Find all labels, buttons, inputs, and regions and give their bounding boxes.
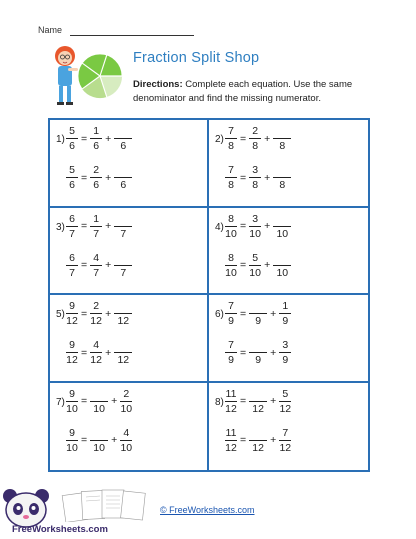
problem-cell xyxy=(50,295,209,383)
plus-sign: + xyxy=(105,132,112,145)
fraction xyxy=(249,125,261,152)
fraction xyxy=(90,213,102,240)
name-line[interactable] xyxy=(70,35,194,36)
fraction xyxy=(279,300,291,327)
fraction xyxy=(66,427,78,454)
equals-sign: = xyxy=(81,132,88,145)
plus-sign: + xyxy=(264,171,271,184)
fraction-bar xyxy=(249,401,267,402)
denominator: 10 xyxy=(66,402,78,415)
denominator: 6 xyxy=(120,140,127,152)
numerator: 2 xyxy=(252,125,259,137)
equation xyxy=(225,300,291,327)
fraction-bar xyxy=(225,138,237,139)
fraction xyxy=(114,300,132,327)
denominator: 12 xyxy=(117,315,130,327)
fraction-bar xyxy=(90,226,102,227)
numerator: 7 xyxy=(228,300,234,312)
denominator: 9 xyxy=(282,315,289,327)
numerator: 7 xyxy=(228,339,234,351)
name-label: Name xyxy=(38,25,63,35)
equation xyxy=(225,388,291,415)
fraction-bar xyxy=(249,352,267,353)
denominator: 7 xyxy=(93,266,100,279)
denominator: 6 xyxy=(93,179,100,191)
equals-sign: = xyxy=(81,259,88,271)
fraction-bar xyxy=(249,440,267,441)
numerator: 9 xyxy=(69,300,75,312)
plus-sign: + xyxy=(111,434,118,446)
problem-number: 6) xyxy=(215,309,224,320)
directions xyxy=(133,78,373,105)
problem-grid xyxy=(48,118,370,472)
denominator: 8 xyxy=(279,140,286,152)
numerator: 9 xyxy=(69,339,75,351)
fraction-bar xyxy=(279,352,291,353)
equation xyxy=(225,427,291,454)
plus-sign: + xyxy=(264,132,271,145)
numerator: 3 xyxy=(252,212,259,225)
denominator: 10 xyxy=(249,266,261,279)
plus-sign: + xyxy=(270,307,277,320)
denominator: 12 xyxy=(117,354,130,366)
denominator: 9 xyxy=(255,354,262,366)
numerator: 7 xyxy=(228,164,234,176)
denominator: 8 xyxy=(252,179,259,191)
denominator: 10 xyxy=(66,441,78,454)
equals-sign: = xyxy=(240,132,247,145)
numerator: 9 xyxy=(69,387,75,400)
equation xyxy=(225,213,291,240)
equals-sign: = xyxy=(81,346,88,359)
fraction-bar xyxy=(225,265,237,266)
fraction xyxy=(249,213,261,240)
denominator: 10 xyxy=(120,441,133,454)
fraction-bar xyxy=(90,352,102,353)
fraction-pie-icon xyxy=(76,52,124,100)
problem-cell xyxy=(209,383,368,471)
denominator: 12 xyxy=(225,402,237,415)
numerator: 6 xyxy=(69,212,75,225)
equals-sign: = xyxy=(81,220,88,232)
problem-cell xyxy=(209,120,368,208)
plus-sign: + xyxy=(270,346,277,359)
worksheet-stack-icon xyxy=(60,488,152,522)
problem-number: 4) xyxy=(215,221,224,233)
equation xyxy=(66,427,132,454)
numerator: 7 xyxy=(228,125,234,137)
fraction xyxy=(90,125,102,152)
denominator: 6 xyxy=(69,179,75,191)
fraction-bar xyxy=(120,440,132,441)
denominator: 6 xyxy=(120,179,127,191)
directions-text: Complete each equation. Use the same denominator and find the missing numerator. xyxy=(133,79,353,104)
equals-sign: = xyxy=(240,346,247,359)
equals-sign: = xyxy=(81,307,88,320)
fraction-bar xyxy=(249,177,261,178)
numerator: 9 xyxy=(69,426,75,439)
plus-sign: + xyxy=(264,259,271,271)
fraction xyxy=(225,252,237,279)
fraction xyxy=(249,427,267,454)
plus-sign: + xyxy=(270,395,277,407)
equation xyxy=(66,300,132,327)
equation xyxy=(66,164,132,191)
denominator: 10 xyxy=(225,266,237,279)
denominator: 7 xyxy=(120,266,127,279)
equation xyxy=(225,339,291,366)
fraction xyxy=(90,164,102,191)
fraction xyxy=(90,300,102,327)
brand-logo-text: FreeWorksheets.com xyxy=(12,524,108,535)
denominator: 7 xyxy=(69,266,75,279)
problem-number: 7) xyxy=(56,396,65,408)
fraction xyxy=(66,252,78,279)
problem-cell xyxy=(50,383,209,471)
denominator: 7 xyxy=(93,227,100,240)
fraction-bar xyxy=(66,226,78,227)
numerator: 5 xyxy=(282,387,289,400)
denominator: 12 xyxy=(225,441,237,454)
fraction xyxy=(273,164,291,191)
problem-number: 8) xyxy=(215,396,224,408)
equation xyxy=(225,252,291,279)
problem-cell xyxy=(50,208,209,296)
fraction xyxy=(66,213,78,240)
denominator: 8 xyxy=(228,140,234,152)
fraction-bar xyxy=(90,265,102,266)
fraction xyxy=(225,427,237,454)
plus-sign: + xyxy=(105,307,112,320)
fraction-bar xyxy=(225,226,237,227)
numerator: 4 xyxy=(93,339,100,351)
fraction-bar xyxy=(225,401,237,402)
fraction-bar xyxy=(66,352,78,353)
fraction xyxy=(279,427,291,454)
denominator: 8 xyxy=(252,140,259,152)
problem-number: 1) xyxy=(56,134,65,145)
directions-label: Directions: xyxy=(133,79,183,90)
denominator: 10 xyxy=(276,227,289,240)
fraction xyxy=(66,164,78,191)
fraction-bar xyxy=(279,313,291,314)
fraction-bar xyxy=(114,226,132,227)
fraction xyxy=(90,252,102,279)
denominator: 6 xyxy=(69,140,75,152)
fraction xyxy=(273,252,291,279)
denominator: 9 xyxy=(282,354,289,366)
problem-number: 3) xyxy=(56,221,65,233)
equation xyxy=(66,252,132,279)
numerator: 5 xyxy=(69,125,75,137)
fraction xyxy=(114,164,132,191)
fraction xyxy=(225,339,237,366)
denominator: 7 xyxy=(69,227,75,240)
equals-sign: = xyxy=(81,395,88,407)
equals-sign: = xyxy=(240,434,247,446)
plus-sign: + xyxy=(270,434,277,446)
fraction-bar xyxy=(273,226,291,227)
fraction-bar xyxy=(114,138,132,139)
numerator: 2 xyxy=(93,300,100,312)
numerator: 7 xyxy=(282,426,289,439)
denominator: 9 xyxy=(228,354,234,366)
fraction xyxy=(225,125,237,152)
fraction-bar xyxy=(249,226,261,227)
fraction xyxy=(90,388,108,415)
fraction xyxy=(120,388,132,415)
page-title: Fraction Split Shop xyxy=(133,50,260,66)
denominator: 10 xyxy=(249,227,261,240)
numerator: 3 xyxy=(282,339,289,351)
denominator: 10 xyxy=(93,441,105,454)
denominator: 12 xyxy=(90,354,102,366)
fraction-bar xyxy=(249,138,261,139)
equation xyxy=(66,213,132,240)
fraction-bar xyxy=(66,313,78,314)
fraction xyxy=(66,300,78,327)
fraction xyxy=(225,164,237,191)
fraction xyxy=(279,339,291,366)
fraction xyxy=(273,125,291,152)
fraction-bar xyxy=(66,440,78,441)
fraction xyxy=(120,427,132,454)
equals-sign: = xyxy=(240,259,247,271)
problem-number: 5) xyxy=(56,309,65,320)
fraction xyxy=(114,125,132,152)
equals-sign: = xyxy=(240,395,247,407)
fraction-bar xyxy=(90,138,102,139)
numerator: 1 xyxy=(93,125,100,137)
fraction xyxy=(249,164,261,191)
fraction-bar xyxy=(225,352,237,353)
fraction xyxy=(249,388,267,415)
denominator: 8 xyxy=(279,179,286,191)
fraction xyxy=(90,427,108,454)
denominator: 10 xyxy=(276,266,289,279)
fraction-bar xyxy=(225,177,237,178)
plus-sign: + xyxy=(105,220,112,232)
equation xyxy=(225,125,291,152)
fraction-bar xyxy=(66,401,78,402)
fraction xyxy=(273,213,291,240)
plus-sign: + xyxy=(105,171,112,184)
equation xyxy=(225,164,291,191)
equals-sign: = xyxy=(240,307,247,320)
equals-sign: = xyxy=(240,171,247,184)
plus-sign: + xyxy=(105,346,112,359)
equation xyxy=(66,388,132,415)
denominator: 10 xyxy=(93,402,105,415)
fraction-bar xyxy=(120,401,132,402)
fraction xyxy=(225,388,237,415)
numerator: 8 xyxy=(228,212,234,225)
numerator: 5 xyxy=(69,164,75,176)
equation xyxy=(66,125,132,152)
fraction-bar xyxy=(273,177,291,178)
fraction-bar xyxy=(114,313,132,314)
numerator: 4 xyxy=(93,251,100,264)
fraction-bar xyxy=(90,177,102,178)
fraction-bar xyxy=(225,440,237,441)
fraction-bar xyxy=(90,440,108,441)
denominator: 9 xyxy=(255,315,262,327)
fraction xyxy=(249,252,261,279)
denominator: 9 xyxy=(228,315,234,327)
numerator: 2 xyxy=(123,387,130,400)
denominator: 12 xyxy=(252,441,264,454)
fraction xyxy=(225,213,237,240)
fraction xyxy=(66,339,78,366)
fraction xyxy=(279,388,291,415)
plus-sign: + xyxy=(105,259,112,271)
numerator: 6 xyxy=(69,251,75,264)
denominator: 12 xyxy=(279,441,292,454)
numerator: 4 xyxy=(123,426,130,439)
problem-cell xyxy=(50,120,209,208)
fraction-bar xyxy=(249,265,261,266)
fraction-bar xyxy=(114,352,132,353)
denominator: 12 xyxy=(252,402,264,415)
fraction-bar xyxy=(90,313,102,314)
numerator: 11 xyxy=(225,426,237,439)
fraction xyxy=(114,339,132,366)
denominator: 8 xyxy=(228,179,234,191)
plus-sign: + xyxy=(264,220,271,232)
denominator: 6 xyxy=(93,140,100,152)
numerator: 8 xyxy=(228,251,234,264)
plus-sign: + xyxy=(111,395,118,407)
problem-cell xyxy=(209,208,368,296)
fraction xyxy=(225,300,237,327)
denominator: 10 xyxy=(120,402,133,415)
problem-cell xyxy=(209,295,368,383)
denominator: 12 xyxy=(279,402,292,415)
fraction-bar xyxy=(249,313,267,314)
fraction-bar xyxy=(114,177,132,178)
numerator: 3 xyxy=(252,164,259,176)
fraction xyxy=(249,300,267,327)
fraction-bar xyxy=(66,265,78,266)
fraction-bar xyxy=(279,440,291,441)
fraction xyxy=(66,388,78,415)
fraction xyxy=(90,339,102,366)
denominator: 7 xyxy=(120,227,127,240)
equals-sign: = xyxy=(240,220,247,232)
numerator: 2 xyxy=(93,164,100,176)
denominator: 10 xyxy=(225,227,237,240)
problem-number: 2) xyxy=(215,134,224,145)
numerator: 11 xyxy=(225,387,237,400)
equals-sign: = xyxy=(81,434,88,446)
fraction-bar xyxy=(66,138,78,139)
denominator: 12 xyxy=(90,315,102,327)
denominator: 12 xyxy=(66,315,78,327)
denominator: 12 xyxy=(66,354,78,366)
numerator: 5 xyxy=(252,251,259,264)
numerator: 1 xyxy=(93,212,100,225)
fraction xyxy=(114,252,132,279)
numerator: 1 xyxy=(282,300,289,312)
fraction-bar xyxy=(66,177,78,178)
fraction xyxy=(249,339,267,366)
fraction-bar xyxy=(279,401,291,402)
fraction-bar xyxy=(90,401,108,402)
fraction xyxy=(114,213,132,240)
fraction-bar xyxy=(273,265,291,266)
equation xyxy=(66,339,132,366)
fraction xyxy=(66,125,78,152)
fraction-bar xyxy=(225,313,237,314)
equals-sign: = xyxy=(81,171,88,184)
fraction-bar xyxy=(273,138,291,139)
footer-link[interactable]: © FreeWorksheets.com xyxy=(160,505,255,515)
fraction-bar xyxy=(114,265,132,266)
